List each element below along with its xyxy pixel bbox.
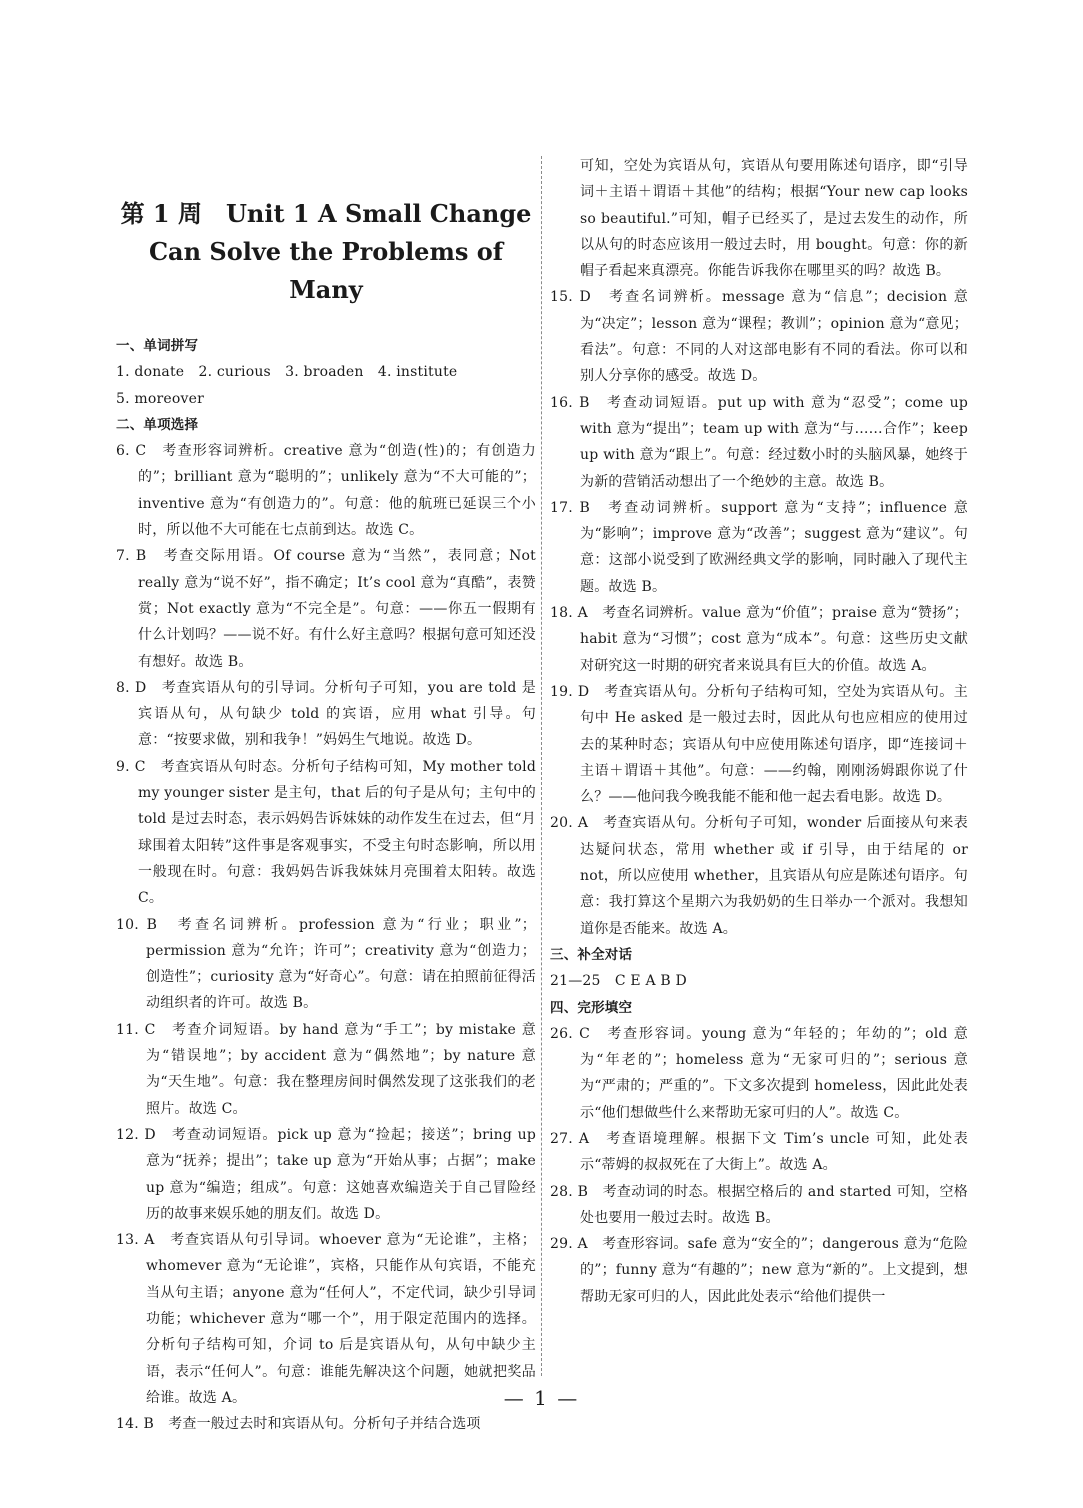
left-column — [116, 153, 536, 1437]
answer-item: 13. A 考查宾语从句引导词。whoever 意为“无论谁”，主格；whomever 意为“无论谁”，宾格，只能作从句宾语，不能充当从句主语；anyone 意为“任何人”，不定代词，缺少引导词功能；whichever 意为“哪一个”，用于限定范围内的选择。分析句子结构可知，介词 to 后是宾语从句，从句中缺少主语，表示“任何人”。句意：谁能先解决这个问题，她就把奖品给谁。故选 A。 — [116, 1232, 536, 1406]
answer-item: 9. C 考查宾语从句时态。分析句子结构可知，My mother told my younger sister 是主句，that 后的句子是从句；主句中的 told 是过去时态，表示妈妈告诉妹妹的动作发生在过去，但“月球围着太阳转”这件事是客观事实，不受主句时态影响，所以用一般现在时。句意：我妈妈告诉我妹妹月亮围着太阳转。故选 C。 — [116, 758, 536, 907]
dialogue-answers: 21—25 C E A B D — [550, 973, 687, 990]
answer-item: 7. B 考查交际用语。Of course 意为“当然”，表同意；Not really 意为“说不好”，指不确定；It’s cool 意为“真酷”，表赞赏；Not exactly 意为“不完全是”。句意：——你五一假期有什么计划吗？——说不好。有什么好主意吗？根据句意可知还没有想好。故选 B。 — [116, 548, 536, 670]
answer-item: 26. C 考查形容词。young 意为“年轻的；年幼的”；old 意为“年老的”；homeless 意为“无家可归的”；serious 意为“严肃的；严重的”。下文多次提到 homeless，因此此处表示“他们想做些什么来帮助无家可归的人”。故选 C。 — [550, 1025, 968, 1121]
answer-item: 18. A 考查名词辨析。value 意为“价值”；praise 意为“赞扬”；habit 意为“习惯”；cost 意为“成本”。句意：这些历史文献对研究这一时期的研究者来说具有巨大的价值。故选 A。 — [550, 605, 968, 674]
answer-item: 8. D 考查宾语从句的引导词。分析句子可知，you are told 是宾语从句，从句缺少 told 的宾语，应用 what 引导。句意：“按要求做，别和我争！”妈妈生气地说。故选 D。 — [116, 679, 536, 749]
section-heading-single-choice: 二、单项选择 — [116, 416, 199, 433]
section-heading-dialogue: 三、补全对话 — [550, 946, 633, 963]
answer-item: 20. A 考查宾语从句。分析句子可知，wonder 后面接从句来表达疑问状态，常用 whether 或 if 引导，由于结尾的 or not，所以应使用 whether，且宾语从句应是陈述句语序。句意：我打算这个星期六为我奶奶的生日举办一个派对。我想知道你是否能来。故选 A。 — [550, 815, 968, 937]
answer-item: 10. B 考查名词辨析。profession 意为“行业；职业”；permission 意为“允许；许可”；creativity 意为“创造力；创造性”；curiosity 意为“好奇心”。句意：请在拍照前征得活动组织者的许可。故选 B。 — [116, 916, 536, 1012]
page-title — [116, 195, 536, 309]
title-line-1: 第 1 周 Unit 1 A Small Change — [120, 199, 532, 228]
vocab-line-2: 5. moreover — [116, 390, 205, 407]
answer-item: 16. B 考查动词短语。put up with 意为“忍受”；come up with 意为“提出”；team up with 意为“与……合作”；keep up with 意为“跟上”。句意：经过数小时的头脑风暴，她终于为新的营销活动想出了一个绝妙的主意。故选 B。 — [550, 394, 968, 490]
section-heading-spelling: 一、单词拼写 — [116, 338, 199, 354]
answer-item: 6. C 考查形容词辨析。creative 意为“创造(性)的；有创造力的”；brilliant 意为“聪明的”；unlikely 意为“不大可能的”；inventive 意为“有创造力的”。句意：他的航班已延误三个小时，所以他不大可能在七点前到达。故选 C。 — [116, 443, 536, 539]
answer-item: 12. D 考查动词短语。pick up 意为“捡起；接送”；bring up 意为“抚养；提出”；take up 意为“开始从事；占据”；make up 意为“编造；组成”。句意：这她喜欢编造关于自己冒险经历的故事来娱乐她的朋友们。故选 D。 — [116, 1126, 536, 1222]
vocab-line-1: 1. donate 2. curious 3. broaden 4. institute — [116, 364, 458, 381]
answer-item: 15. D 考查名词辨析。message 意为“信息”；decision 意为“决定”；lesson 意为“课程；教训”；opinion 意为“意见；看法”。句意：不同的人对这部电影有不同的看法。你可以和别人分享你的感受。故选 D。 — [550, 289, 968, 385]
answer-item: 17. B 考查动词辨析。support 意为“支持”；influence 意为“影响”；improve 意为“改善”；suggest 意为“建议”。句意：这部小说受到了欧洲经典文学的影响，同时融入了现代主题。故选 B。 — [550, 499, 968, 595]
answer-item: 28. B 考查动词的时态。根据空格后的 and started 可知，空格处也要用一般过去时。故选 B。 — [550, 1183, 968, 1226]
column-divider — [541, 156, 542, 1376]
section-heading-cloze: 四、完形填空 — [550, 999, 633, 1016]
answer-item: 27. A 考查语境理解。根据下文 Tim’s uncle 可知，此处表示“蒂姆的叔叔死在了大街上”。故选 A。 — [550, 1130, 968, 1174]
right-column — [550, 153, 968, 1310]
answer-item: 29. A 考查形容词。safe 意为“安全的”；dangerous 意为“危险的”；funny 意为“有趣的”；new 意为“新的”。上文提到，想帮助无家可归的人，因此此处表示“给他们提供一 — [550, 1236, 968, 1305]
answer-item: 19. D 考查宾语从句。分析句子结构可知，空处为宾语从句。主句中 He asked 是一般过去时，因此从句也应相应的使用过去的某种时态；宾语从句中应使用陈述句语序，即“连接词＋主语＋谓语＋其他”。句意：——约翰，刚刚汤姆跟你说了什么？——他问我今晚我能不能和他一起去看电影。故选 D。 — [550, 683, 968, 806]
answer-item-continued: 可知，空处为宾语从句，宾语从句要用陈述句语序，即“引导词＋主语＋谓语＋其他”的结构；根据“Your new cap looks so beautiful.”可知，帽子已经买了，是过去发生的动作，所以从句的时态应该用一般过去时，用 bought。句意：你的新帽子看起来真漂亮。你能告诉我你在哪里买的吗？故选 B。 — [580, 158, 968, 280]
title-line-2: Can Solve the Problems of Many — [148, 237, 504, 304]
page-number: — 1 — — [503, 1386, 580, 1410]
answer-item: 14. B 考查一般过去时和宾语从句。分析句子并结合选项 — [116, 1416, 481, 1433]
answer-item: 11. C 考查介词短语。by hand 意为“手工”；by mistake 意为“错误地”；by accident 意为“偶然地”；by nature 意为“天生地”。句意：我在整理房间时偶然发现了这张我们的老照片。故选 C。 — [116, 1021, 536, 1117]
